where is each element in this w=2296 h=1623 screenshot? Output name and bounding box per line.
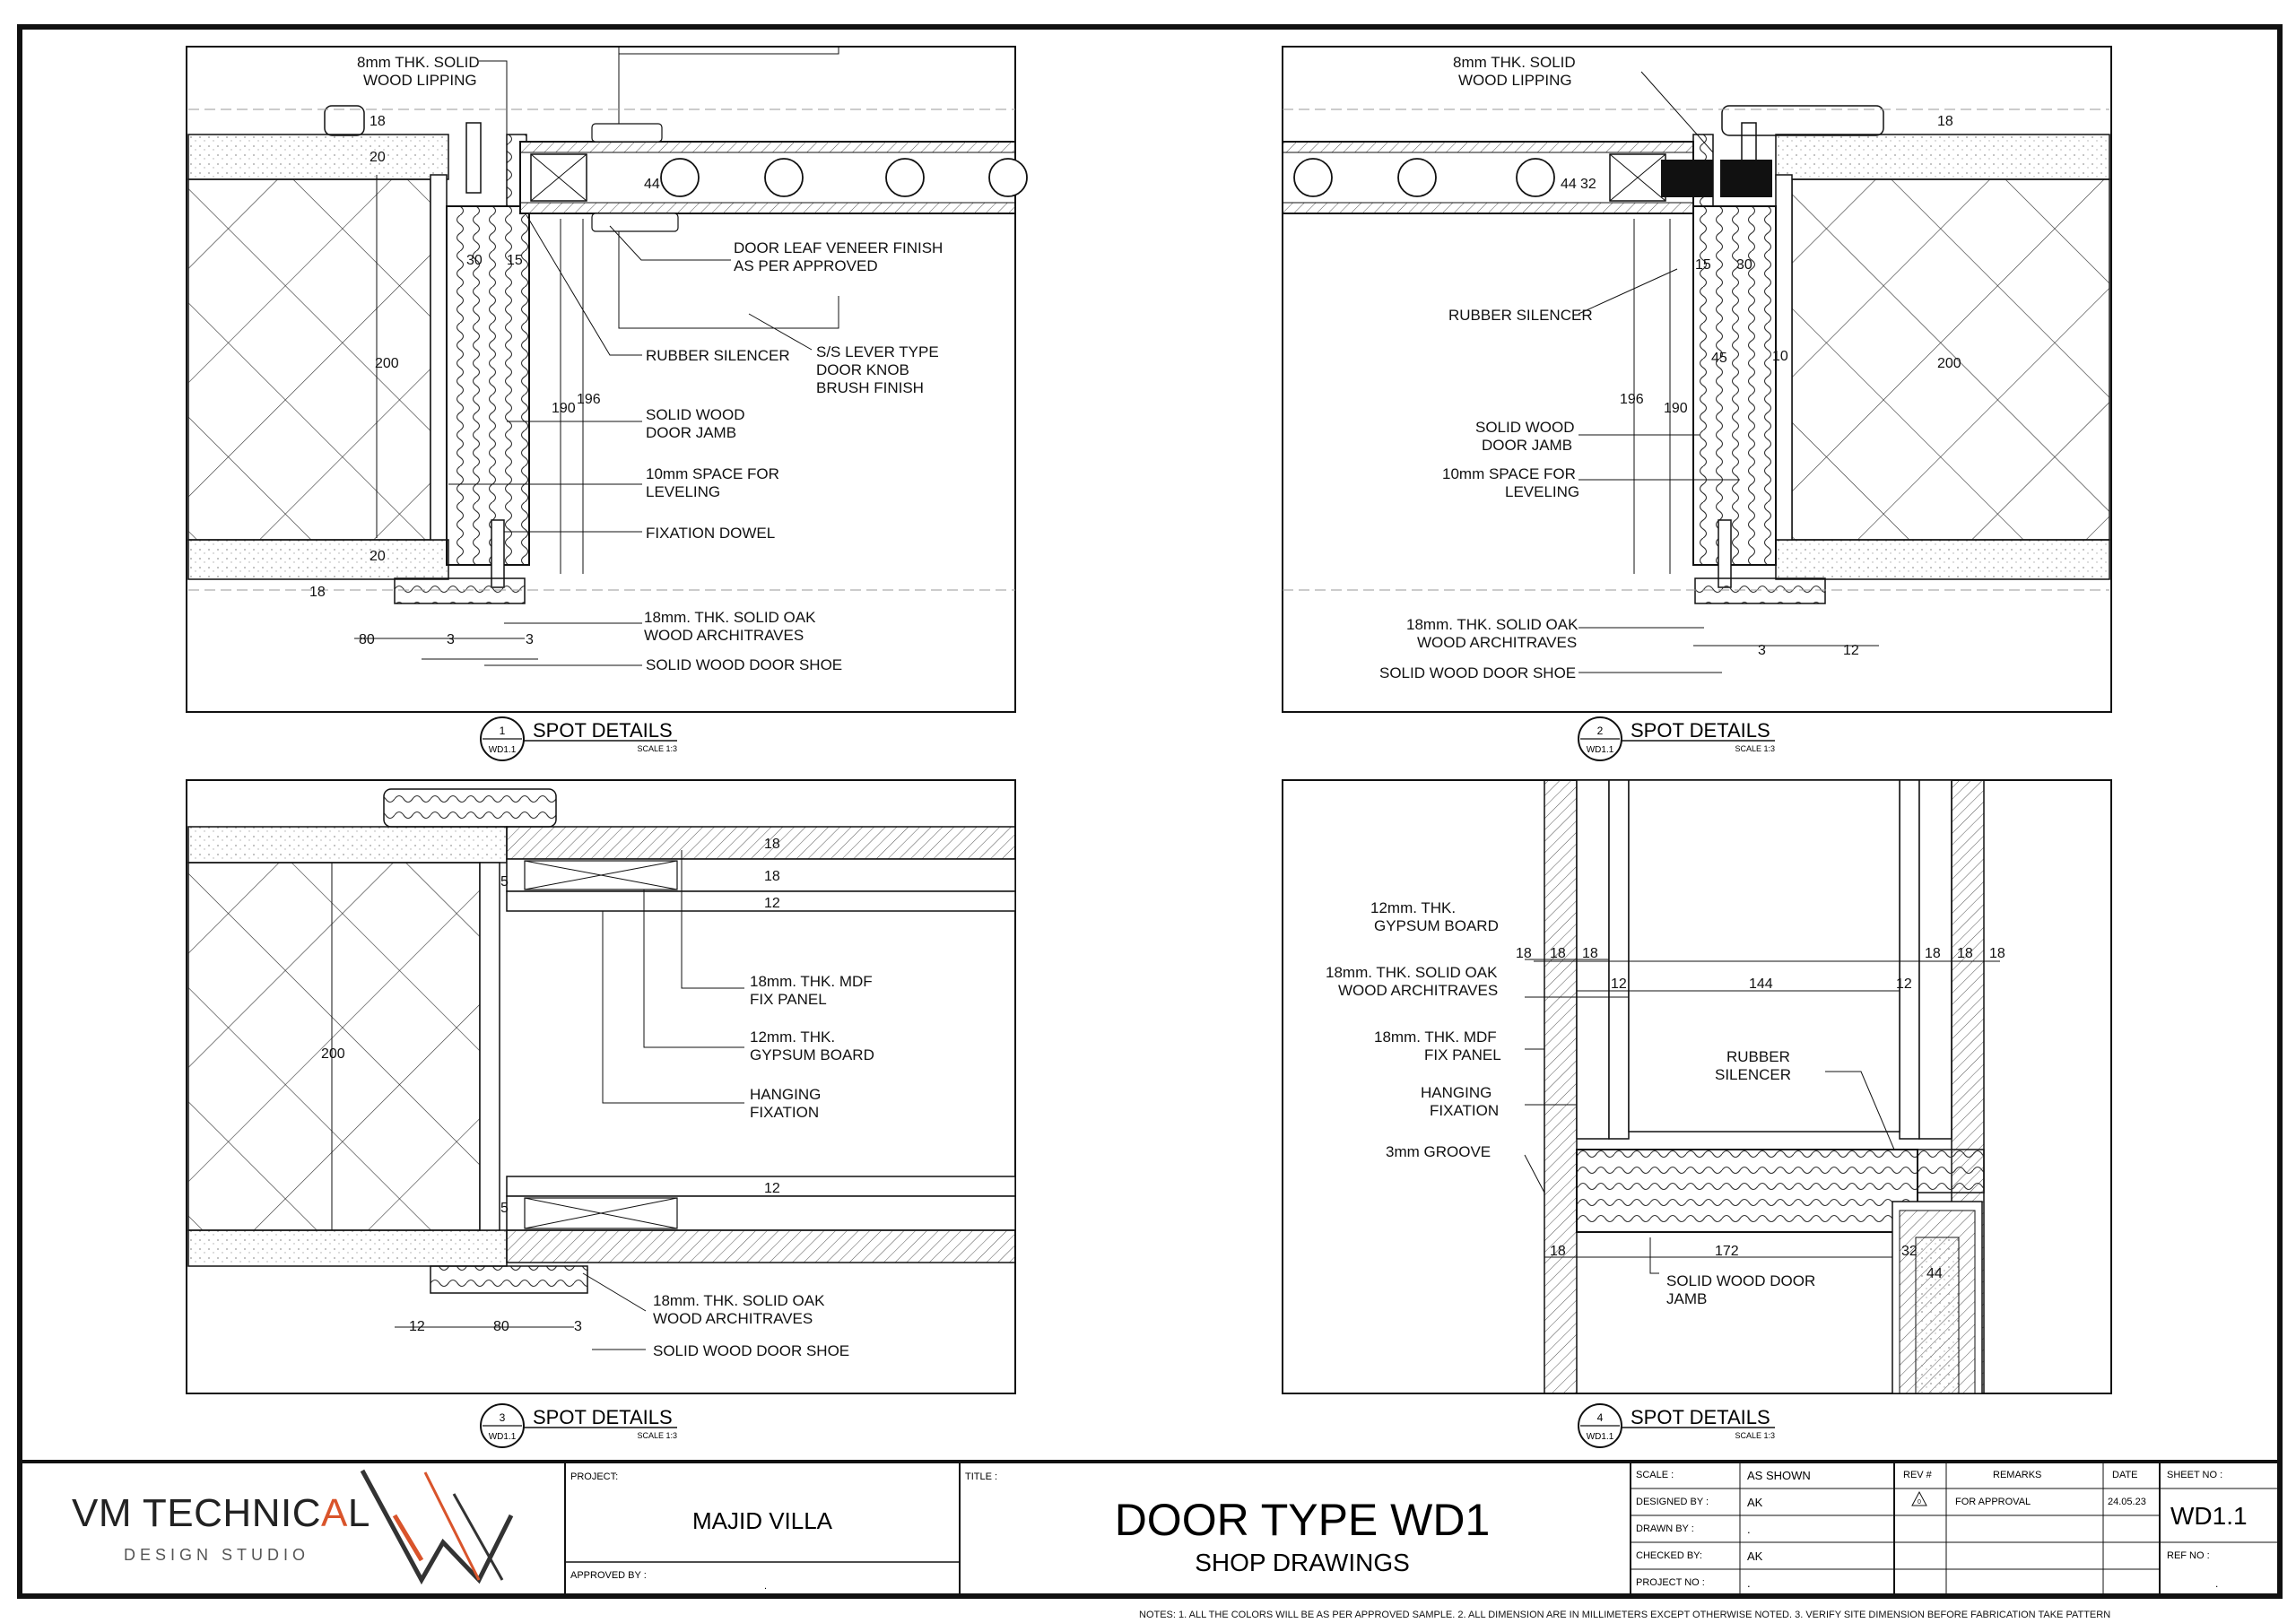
svg-text:CHECKED BY:: CHECKED BY: — [1636, 1550, 1702, 1561]
svg-text:WOOD LIPPING: WOOD LIPPING — [1458, 72, 1572, 89]
svg-text:3: 3 — [574, 1319, 582, 1334]
svg-text:WOOD ARCHITRAVES: WOOD ARCHITRAVES — [644, 627, 804, 644]
svg-text:12: 12 — [1611, 976, 1627, 992]
svg-text:SHOP DRAWINGS: SHOP DRAWINGS — [1195, 1549, 1410, 1576]
detail-label-4 — [1578, 1404, 1775, 1447]
svg-text:SOLID WOOD DOOR: SOLID WOOD DOOR — [1666, 1272, 1816, 1289]
svg-text:.: . — [1747, 1523, 1751, 1536]
svg-text:GYPSUM BOARD: GYPSUM BOARD — [750, 1046, 874, 1063]
company-logo — [72, 1471, 511, 1580]
svg-text:18: 18 — [370, 114, 386, 129]
svg-text:18: 18 — [1957, 946, 1973, 961]
svg-text:18: 18 — [1550, 946, 1566, 961]
svg-text:FOR APPROVAL: FOR APPROVAL — [1955, 1497, 2031, 1507]
svg-text:190: 190 — [552, 401, 576, 416]
svg-text:WD1.1: WD1.1 — [2170, 1502, 2248, 1530]
svg-text:BRUSH FINISH: BRUSH FINISH — [816, 379, 924, 396]
svg-text:144: 144 — [1749, 976, 1773, 992]
svg-text:30: 30 — [466, 253, 483, 268]
svg-text:WOOD ARCHITRAVES: WOOD ARCHITRAVES — [1417, 634, 1578, 651]
svg-text:VM TECHNICAL: VM TECHNICAL — [72, 1491, 370, 1535]
svg-text:18: 18 — [1989, 946, 2005, 961]
detail-1-drawing — [187, 47, 1027, 712]
svg-text:10: 10 — [1772, 349, 1788, 364]
svg-text:MAJID VILLA: MAJID VILLA — [691, 1507, 833, 1534]
svg-text:196: 196 — [1620, 392, 1644, 407]
svg-text:32: 32 — [1901, 1244, 1918, 1259]
svg-text:18mm. THK. SOLID OAK: 18mm. THK. SOLID OAK — [644, 609, 816, 626]
svg-text:DATE: DATE — [2112, 1470, 2138, 1480]
general-notes: NOTES: 1. ALL THE COLORS WILL BE AS PER APPROVED SAMPLE. 2. ALL DIMENSION ARE IN MILLIMETERS EXCEPT OTHERWISE NOTED. 3. VERIFY SITE DIMENSION BEFORE FABRICATION TAKE PATTERN — [1139, 1610, 2111, 1620]
svg-text:TITLE :: TITLE : — [965, 1471, 998, 1482]
svg-text:SOLID WOOD DOOR SHOE: SOLID WOOD DOOR SHOE — [646, 656, 843, 673]
svg-text:SCALE 1:3: SCALE 1:3 — [1735, 1431, 1775, 1440]
svg-text:4: 4 — [1596, 1411, 1604, 1424]
svg-text:172: 172 — [1715, 1244, 1739, 1259]
svg-text:DOOR JAMB: DOOR JAMB — [1482, 437, 1573, 454]
svg-text:30: 30 — [1736, 257, 1752, 273]
svg-text:12: 12 — [764, 896, 780, 911]
svg-text:HANGING: HANGING — [1421, 1084, 1492, 1101]
svg-text:WD1.1: WD1.1 — [488, 745, 517, 755]
svg-text:FIXATION DOWEL: FIXATION DOWEL — [646, 525, 776, 542]
svg-text:18: 18 — [1925, 946, 1941, 961]
svg-text:2: 2 — [1596, 725, 1604, 737]
svg-text:18: 18 — [309, 585, 326, 600]
svg-text:AS SHOWN: AS SHOWN — [1747, 1469, 1811, 1482]
svg-text:WD1.1: WD1.1 — [1586, 745, 1614, 755]
svg-text:AS PER APPROVED: AS PER APPROVED — [734, 257, 878, 274]
svg-text:SCALE 1:3: SCALE 1:3 — [637, 1431, 677, 1440]
svg-text:20: 20 — [370, 549, 386, 564]
svg-text:18mm. THK. MDF: 18mm. THK. MDF — [750, 973, 873, 990]
svg-text:FIX PANEL: FIX PANEL — [750, 991, 827, 1008]
svg-text:DOOR LEAF VENEER FINISH: DOOR LEAF VENEER FINISH — [734, 239, 944, 256]
svg-text:FIXATION: FIXATION — [1430, 1102, 1500, 1119]
svg-text:200: 200 — [321, 1046, 345, 1062]
svg-text:10mm SPACE FOR: 10mm SPACE FOR — [646, 465, 779, 482]
svg-text:SOLID WOOD DOOR SHOE: SOLID WOOD DOOR SHOE — [653, 1342, 850, 1359]
svg-text:18mm. THK. SOLID OAK: 18mm. THK. SOLID OAK — [653, 1292, 825, 1309]
svg-text:44: 44 — [1926, 1266, 1943, 1281]
svg-text:DRAWN BY :: DRAWN BY : — [1636, 1523, 1694, 1534]
svg-text:3: 3 — [499, 1411, 506, 1424]
svg-text:SPOT DETAILS: SPOT DETAILS — [533, 1406, 673, 1428]
svg-text:SOLID WOOD: SOLID WOOD — [1475, 419, 1575, 436]
svg-text:SCALE :: SCALE : — [1636, 1470, 1674, 1480]
svg-text:12mm. THK.: 12mm. THK. — [1370, 899, 1457, 916]
svg-text:.: . — [1747, 1576, 1751, 1590]
svg-text:SPOT DETAILS: SPOT DETAILS — [1631, 719, 1770, 742]
title-block — [20, 1462, 2280, 1596]
detail-3-drawing — [187, 780, 1015, 1393]
svg-text:3mm GROOVE: 3mm GROOVE — [1386, 1143, 1492, 1160]
svg-text:15: 15 — [1695, 257, 1711, 273]
svg-text:HANGING: HANGING — [750, 1086, 822, 1103]
svg-text:8mm THK. SOLID: 8mm THK. SOLID — [1453, 54, 1576, 71]
svg-text:PROJECT:: PROJECT: — [570, 1471, 619, 1482]
svg-text:FIX PANEL: FIX PANEL — [1424, 1046, 1501, 1063]
svg-text:SCALE 1:3: SCALE 1:3 — [1735, 744, 1775, 753]
svg-text:12: 12 — [1843, 643, 1859, 658]
svg-text:SOLID WOOD: SOLID WOOD — [646, 406, 745, 423]
svg-text:APPROVED BY :: APPROVED BY : — [570, 1570, 647, 1581]
svg-text:REV #: REV # — [1903, 1470, 1932, 1480]
svg-text:12mm. THK.: 12mm. THK. — [750, 1028, 836, 1046]
svg-text:8mm THK. SOLID: 8mm THK. SOLID — [357, 54, 480, 71]
svg-text:200: 200 — [375, 356, 399, 371]
svg-text:5: 5 — [500, 874, 509, 890]
svg-text:SCALE 1:3: SCALE 1:3 — [637, 744, 677, 753]
svg-text:18: 18 — [764, 869, 780, 884]
svg-text:RUBBER SILENCER: RUBBER SILENCER — [646, 347, 790, 364]
svg-text:3: 3 — [1758, 643, 1766, 658]
svg-text:SPOT DETAILS: SPOT DETAILS — [533, 719, 673, 742]
svg-text:AK: AK — [1747, 1496, 1763, 1509]
svg-text:REMARKS: REMARKS — [1993, 1470, 2042, 1480]
svg-text:WD1.1: WD1.1 — [488, 1432, 517, 1442]
svg-text:1: 1 — [499, 725, 506, 737]
svg-text:18: 18 — [1550, 1244, 1566, 1259]
svg-text:200: 200 — [1937, 356, 1961, 371]
svg-text:SHEET NO :: SHEET NO : — [2167, 1470, 2223, 1480]
svg-text:45: 45 — [1711, 351, 1727, 366]
svg-text:AK: AK — [1747, 1549, 1763, 1563]
svg-text:18mm. THK. MDF: 18mm. THK. MDF — [1374, 1028, 1497, 1046]
svg-text:LEVELING: LEVELING — [646, 483, 721, 500]
svg-text:S/S LEVER TYPE: S/S LEVER TYPE — [816, 343, 939, 360]
svg-text:DOOR JAMB: DOOR JAMB — [646, 424, 737, 441]
svg-text:12: 12 — [764, 1181, 780, 1196]
svg-text:18: 18 — [1516, 946, 1532, 961]
svg-text:LEVELING: LEVELING — [1505, 483, 1580, 500]
svg-text:18: 18 — [764, 837, 780, 852]
svg-text:RUBBER: RUBBER — [1726, 1048, 1790, 1065]
svg-text:SOLID WOOD DOOR SHOE: SOLID WOOD DOOR SHOE — [1379, 664, 1577, 681]
svg-text:32: 32 — [1580, 177, 1596, 192]
svg-text:20: 20 — [370, 150, 386, 165]
detail-label-2 — [1578, 717, 1775, 760]
svg-text:80: 80 — [359, 632, 375, 647]
detail-2-drawing — [1283, 47, 2111, 712]
svg-text:WOOD ARCHITRAVES: WOOD ARCHITRAVES — [1338, 982, 1499, 999]
svg-text:3: 3 — [447, 632, 455, 647]
svg-text:10mm SPACE FOR: 10mm SPACE FOR — [1442, 465, 1576, 482]
svg-text:RUBBER SILENCER: RUBBER SILENCER — [1448, 307, 1593, 324]
svg-text:80: 80 — [493, 1319, 509, 1334]
svg-text:44: 44 — [1561, 177, 1577, 192]
svg-text:.: . — [764, 1581, 768, 1592]
svg-text:DOOR KNOB: DOOR KNOB — [816, 361, 909, 378]
svg-text:DESIGNED BY :: DESIGNED BY : — [1636, 1497, 1709, 1507]
svg-text:18: 18 — [1582, 946, 1598, 961]
svg-text:190: 190 — [1664, 401, 1688, 416]
detail-label-3 — [481, 1404, 677, 1447]
svg-text:SPOT DETAILS: SPOT DETAILS — [1631, 1406, 1770, 1428]
svg-text:PROJECT NO :: PROJECT NO : — [1636, 1577, 1705, 1588]
svg-text:WOOD LIPPING: WOOD LIPPING — [363, 72, 477, 89]
svg-text:44: 44 — [644, 177, 660, 192]
detail-4-drawing — [1283, 780, 2111, 1393]
svg-text:0: 0 — [1918, 1499, 1921, 1506]
svg-text:JAMB: JAMB — [1666, 1290, 1708, 1307]
svg-text:DESIGN STUDIO: DESIGN STUDIO — [124, 1546, 310, 1564]
svg-text:15: 15 — [507, 253, 523, 268]
svg-text:SILENCER: SILENCER — [1715, 1066, 1792, 1083]
svg-text:18: 18 — [1937, 114, 1953, 129]
svg-text:24.05.23: 24.05.23 — [2108, 1497, 2146, 1507]
svg-text:18mm. THK. SOLID OAK: 18mm. THK. SOLID OAK — [1326, 964, 1498, 981]
svg-text:18mm. THK. SOLID OAK: 18mm. THK. SOLID OAK — [1406, 616, 1578, 633]
svg-text:GYPSUM BOARD: GYPSUM BOARD — [1374, 917, 1499, 934]
svg-text:.: . — [2215, 1577, 2219, 1590]
svg-text:5: 5 — [500, 1201, 509, 1216]
svg-text:196: 196 — [577, 392, 601, 407]
svg-text:DOOR TYPE WD1: DOOR TYPE WD1 — [1114, 1495, 1491, 1545]
svg-text:WD1.1: WD1.1 — [1586, 1432, 1614, 1442]
svg-text:12: 12 — [409, 1319, 425, 1334]
svg-text:3: 3 — [526, 632, 534, 647]
svg-text:REF NO :: REF NO : — [2167, 1550, 2210, 1561]
detail-label-1 — [481, 717, 677, 760]
svg-text:12: 12 — [1896, 976, 1912, 992]
svg-text:WOOD ARCHITRAVES: WOOD ARCHITRAVES — [653, 1310, 813, 1327]
svg-text:FIXATION: FIXATION — [750, 1104, 820, 1121]
